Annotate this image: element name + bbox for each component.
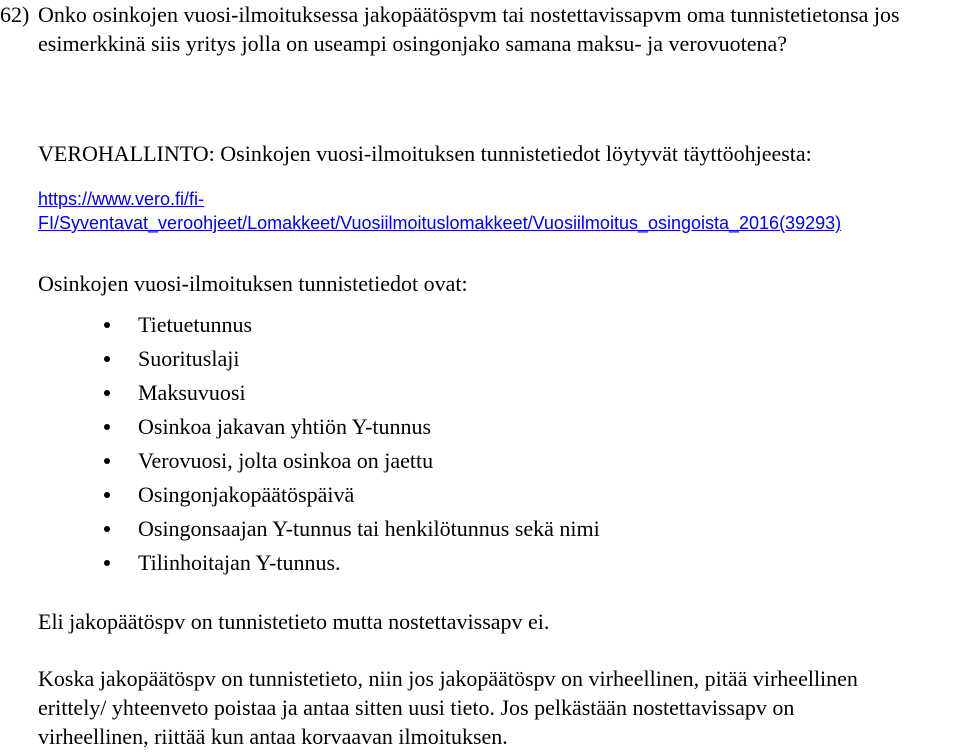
list-item <box>96 378 600 412</box>
list-item-text: Verovuosi, jolta osinkoa on jaettu <box>138 448 434 473</box>
list-item <box>96 480 600 514</box>
list-item-text: Osingonsaajan Y-tunnus tai henkilötunnus sekä nimi <box>138 516 600 541</box>
reference-link-line-2[interactable]: FI/Syventavat_veroohjeet/Lomakkeet/Vuosiilmoituslomakkeet/Vuosiilmoitus_osingoista_2016(39293) <box>38 213 842 233</box>
bullet-icon <box>104 424 110 430</box>
identifier-list <box>96 310 600 582</box>
reference-link-line-1[interactable]: https://www.vero.fi/fi- <box>38 189 205 209</box>
list-item <box>96 412 600 446</box>
list-heading: Osinkojen vuosi-ilmoituksen tunnistetiedot ovat: <box>38 271 468 296</box>
list-item-text: Suorituslaji <box>138 346 240 371</box>
bullet-icon <box>104 390 110 396</box>
conclusion: Eli jakopäätöspv on tunnistetieto mutta nostettavissapv ei. <box>38 609 550 634</box>
list-item <box>96 344 600 378</box>
question-number: 62) <box>0 2 30 27</box>
answer-intro: VEROHALLINTO: Osinkojen vuosi-ilmoituksen tunnistetiedot löytyvät täyttöohjeesta: <box>38 141 812 166</box>
bullet-icon <box>104 492 110 498</box>
list-item-text: Maksuvuosi <box>138 380 246 405</box>
list-item-text: Osingonjakopäätöspäivä <box>138 482 355 507</box>
list-item <box>96 446 600 480</box>
list-item <box>96 514 600 548</box>
list-item-text: Tietuetunnus <box>138 312 253 337</box>
bullet-icon <box>104 560 110 566</box>
bullet-icon <box>104 526 110 532</box>
list-item-text: Tilinhoitajan Y-tunnus. <box>138 550 341 575</box>
reference-link[interactable] <box>38 187 938 235</box>
bullet-icon <box>104 322 110 328</box>
bullet-icon <box>104 458 110 464</box>
list-item <box>96 310 600 344</box>
bullet-icon <box>104 356 110 362</box>
final-paragraph: Koska jakopäätöspv on tunnistetieto, niin jos jakopäätöspv on virheellinen, pitää virheellinen erittely/ yhteenveto poistaa ja antaa sitten uusi tieto. Jos pelkästään nostettavissapv on virheellinen, riittää kun antaa korvaavan ilmoituksen. <box>38 666 858 749</box>
list-item-text: Osinkoa jakavan yhtiön Y-tunnus <box>138 414 432 439</box>
question-text: Onko osinkojen vuosi-ilmoituksessa jakopäätöspvm tai nostettavissapvm oma tunnistetietonsa jos esimerkkinä siis yritys jolla on useampi osingonjako samana maksu- ja verovuotena? <box>38 2 900 56</box>
list-item <box>96 548 600 582</box>
